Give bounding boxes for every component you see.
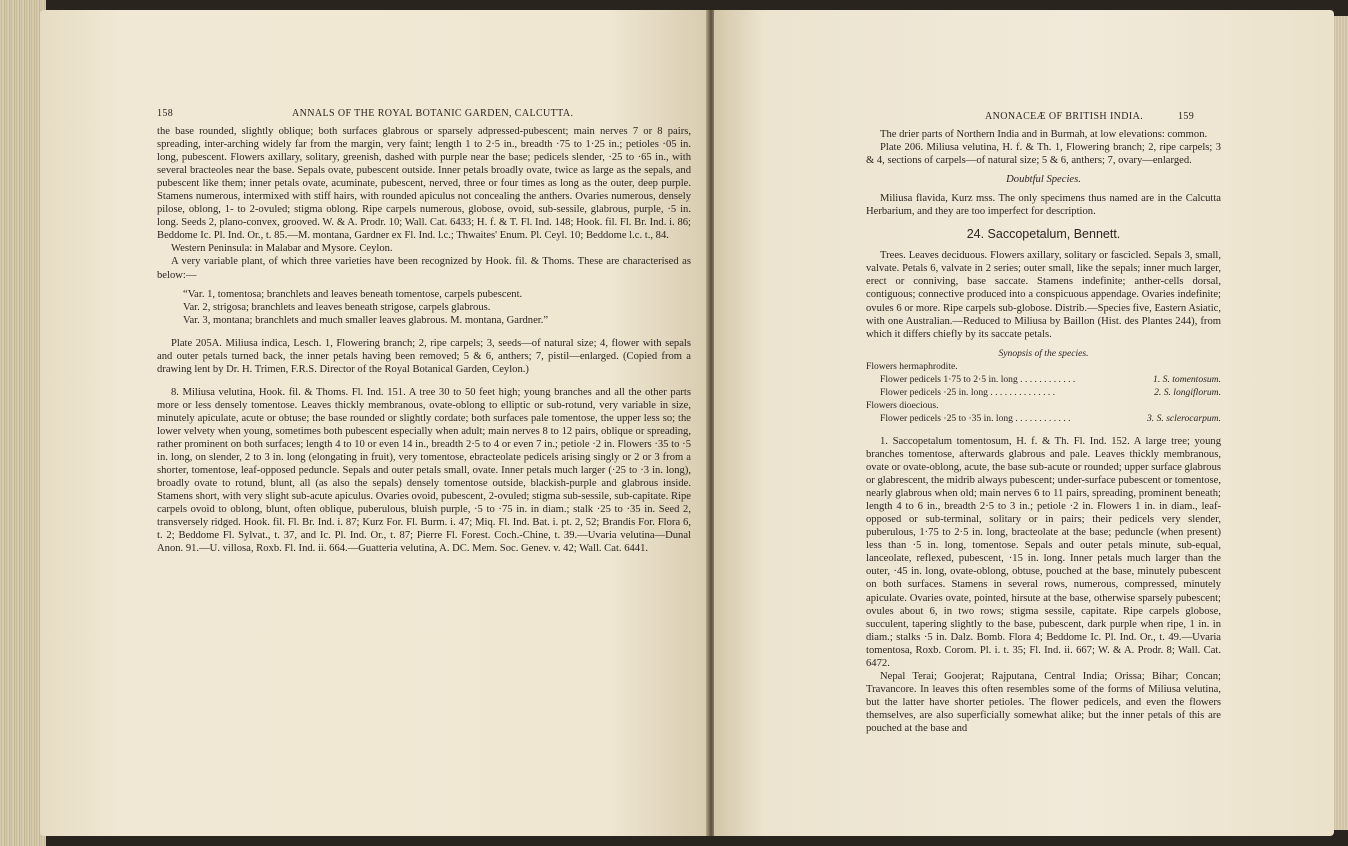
synopsis-key: Flower pedicels 1·75 to 2·5 in. long . . . . . . . . . . . . xyxy=(880,373,1076,385)
page-edges-right xyxy=(1334,16,1348,830)
synopsis-species: 1. S. tomentosum. xyxy=(1153,373,1221,385)
plate-206-caption: Plate 206. Miliusa velutina, H. f. & Th. 1, Flowering branch; 2, ripe carpels; 3 & 4, sections of carpels—of natural size; 5 & 6, anthers; 7, ovary—enlarged. xyxy=(866,142,1221,167)
genus-heading: 24. Saccopetalum, Bennett. xyxy=(966,227,1121,242)
synopsis-row xyxy=(880,386,1221,399)
species-8-description: 8. Miliusa velutina, Hook. fil. & Thoms. Fl. Ind. 151. A tree 30 to 50 feet high; young branches and all the other parts more or less densely tomentose. Leaves thickly membranous, ovate-oblong to elliptic or sub-rotund, very variable in size, minutely apiculate, acute or obtuse; the base rounded or slightly cordate; both surfaces pale tomentose, the upper less so; the lower velvety when young, sometimes both pubescent especially when adult; main nerves 8 to 12 pairs, oblique or spreading, rather prominent on both surfaces; length 4 to 10 or even 14 in., breadth 2·5 to 4 or even 7 in.; petiole ·2 in. Flowers ·35 to ·5 in. long, on slender, 2 to 3 in. long (elongating in fruit), very tomentose, ebracteolate pedicels arising singly or 2 or 3 from a shorter, tomentose, leaf-opposed peduncle. Sepals and outer petals small, ovate. Inner petals much larger (·25 to ·3 in. long), broadly ovate to rotund, blunt, all (as also the sepals) densely tomentose outside, blackish-purple and glabrous inside. Stamens short, with very slight sub-acute apiculus. Ovaries ovoid, pubescent, 2-ovuled; stigma sub-sessile, sub-capitate. Ripe carpels ovoid to oblong, blunt, often oblique, puberulous, bluish purple, ·5 to ·75 in. in diam.; stalk ·25 to ·35 in. Seed 2, transversely ridged. Hook. fil. Fl. Br. Ind. i. 87; Kurz For. Fl. Burm. i. 47; Miq. Fl. Ind. Bat. i. pt. 2, 52; Brandis For. Flora 6, t. 2; Beddome Fl. Sylvat., t. 37, and Ic. Pl. Ind. Or., t. 87; Pierre Fl. Forest. Coch.-Chine, t. 39.—Uvaria velutina—Dunal Anon. 91.—U. villosa, Roxb. Fl. Ind. ii. 664.—Guatteria velutina, A. DC. Mem. Soc. Genev. v. 42; Wall. Cat. 6441. xyxy=(157,386,691,555)
right-page-number: 159 xyxy=(1178,111,1195,122)
synopsis-species: 3. S. sclerocarpum. xyxy=(1147,412,1221,424)
species-1-description: 1. Saccopetalum tomentosum, H. f. & Th. Fl. Ind. 152. A large tree; young branches tomentose, afterwards glabrous and pale. Leaves thickly membranous, ovate or ovate-oblong, acute, the base sub-acute or rounded; upper surface glabrous or glabrescent, the midrib always pubescent; under-surface pubescent or tomentose, nearly glabrous when old; main nerves 6 to 11 pairs, spreading, prominent beneath; length 4 to 6 in., breadth 2·5 to 3 in.; petiole ·2 in. Flowers 1 in. in diam., leaf-opposed or sub-terminal, solitary or in pairs; their pedicels very slender, puberulous, 1·75 to 2·5 in. long, bracteolate at the base; peduncle (when present) less than ·5 in. long, tomentose. Sepals and outer petals minute, sub-equal, lanceolate, reflexed, pubescent, ·15 in. long. Inner petals much larger than the outer, ·45 in. long, ovate-oblong, obtuse, pouched at the base, minutely pubescent on both surfaces. Stamens in several rows, numerous, compressed, minutely apiculate. Ovaries ovate, pointed, hirsute at the base, otherwise sparsely pubescent; ovules about 6, in two rows; stigma sessile, capitate. Ripe carpels globose, succulent, tapering slightly to the base, pubescent, dark purple when ripe, 1 in. in diam.; stalks ·5 in. Dalz. Bomb. Flora 4; Beddome Ic. Pl. Ind. Or., t. 49.—Uvaria tomentosa, Roxb. Corom. Pl. i. t. 35; Fl. Ind. ii. 667; W. & A. Prodr. 8; Wall. Cat. 6472. xyxy=(866,435,1221,669)
synopsis-group-heading: Flowers hermaphrodite. xyxy=(866,360,958,372)
plate-205a-caption: Plate 205A. Miliusa indica, Lesch. 1, Flowering branch; 2, ripe carpels; 3, seeds—of natural size; 4, flower with sepals and outer petals turned back, the inner petals having been removed; 5 & 6, anthers; 7, pistil—enlarged. (Copied from a drawing lent by Dr. H. Trimen, F.R.S. Director of the Royal Botanical Garden, Ceylon.) xyxy=(157,337,691,375)
left-page-number: 158 xyxy=(157,108,174,119)
synopsis-title: Synopsis of the species. xyxy=(998,347,1089,359)
paragraph-description: the base rounded, slightly oblique; both surfaces glabrous or sparsely adpressed-pubescent; main nerves 7 or 8 pairs, spreading, inter-arching widely far from the margin, very faint; length 1 to 2·5 in., breadth ·75 to 1·25 in.; petioles ·05 in. long, pubescent. Flowers axillary, solitary, greenish, dashed with purple near the base; pedicels slender, ·25 to ·65 in., with several bracteoles near the base. Sepals ovate, pubescent outside. Inner petals broadly ovate, twice as large as the sepals, and pubescent like them; inner petals ovate, acuminate, pubescent, nerved, three or four times as long as the outer, deep purple. Stamens numerous, intermixed with stiff hairs, with rounded apiculus not concealing the anthers. Ovaries numerous, densely pilose, oblong, 1- to 2-ovuled; stigma oblong. Ripe carpels numerous, globose, ovoid, sub-sessile, glabrous, purple, ·5 in. long. Seeds 2, plano-convex, grooved. W. & A. Prodr. 10; Wall. Cat. 6433; H. f. & T. Fl. Ind. 148; Hook. fil. Fl. Br. Ind. i. 86; Beddome Ic. Pl. Ind. Or., t. 85.—M. montana, Gardner ex Fl. Ind. l.c.; Thwaites' Enum. Pl. Ceyl. 10; Beddome l.c. t., 84. xyxy=(157,126,691,242)
synopsis-group-heading: Flowers dioecious. xyxy=(866,399,939,411)
genus-description: Trees. Leaves deciduous. Flowers axillary, solitary or fascicled. Sepals 3, small, valvate. Petals 6, valvate in 2 series; outer small, like the sepals; inner much larger, erect or conniving, base saccate. Stamens indefinite; anther-cells dorsal, contiguous; connective produced into a conspicuous appendage. Ovaries indefinite; ovules 6 or more. Ripe carpels sub-globose. Distrib.—Species five, Eastern Asiatic, with one Australian.—Reduced to Miliusa by Baillon (Hist. des Plantes 244), from which it differs chiefly by its saccate petals. xyxy=(866,250,1221,340)
left-running-head: ANNALS OF THE ROYAL BOTANIC GARDEN, CALCUTTA. xyxy=(292,108,574,119)
left-page-body xyxy=(157,125,691,555)
synopsis-key: Flower pedicels ·25 to ·35 in. long . . . . . . . . . . . . xyxy=(880,412,1071,424)
doubtful-species-text: Miliusa flavida, Kurz mss. The only specimens thus named are in the Calcutta Herbarium, and they are too imperfect for description. xyxy=(866,193,1221,218)
variety-item: Var. 3, montana; branchlets and much smaller leaves glabrous. M. montana, Gardner.” xyxy=(183,314,549,326)
species-1-distribution: Nepal Terai; Goojerat; Rajputana, Central India; Orissa; Bihar; Concan; Travancore. In leaves this often resembles some of the forms of Miliusa velutina, but the latter have shorter petioles. The flower pedicels, and even the flowers themselves, are also superficially somewhat alike; but the inner petals of this are pouched at the base and xyxy=(866,670,1221,734)
right-running-head: ANONACEÆ OF BRITISH INDIA. xyxy=(985,111,1144,122)
paragraph-varieties-intro: A very variable plant, of which three varieties have been recognized by Hook. fil. & Thoms. These are characterised as below:— xyxy=(157,256,691,281)
variety-item: Var. 2, strigosa; branchlets and leaves beneath strigose, carpels glabrous. xyxy=(183,301,491,313)
synopsis-key: Flower pedicels ·25 in. long . . . . . . . . . . . . . . xyxy=(880,386,1056,398)
doubtful-species-heading: Doubtful Species. xyxy=(1006,174,1081,186)
paragraph-distribution: Western Peninsula: in Malabar and Mysore. Ceylon. xyxy=(171,243,393,255)
right-page-body xyxy=(866,128,1221,735)
distribution-note: The drier parts of Northern India and in Burmah, at low elevations: common. xyxy=(880,129,1208,140)
synopsis-species: 2. S. longiflorum. xyxy=(1154,386,1221,398)
synopsis-row xyxy=(880,412,1221,425)
variety-item: “Var. 1, tomentosa; branchlets and leaves beneath tomentose, carpels pubescent. xyxy=(183,288,523,300)
synopsis-row xyxy=(880,373,1221,386)
